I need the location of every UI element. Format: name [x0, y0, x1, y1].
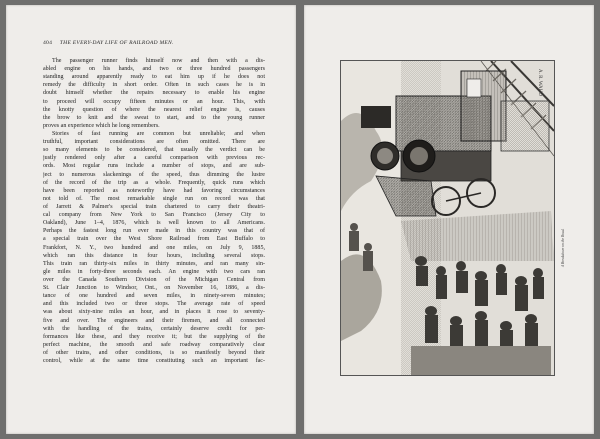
left-page	[6, 5, 296, 434]
plate-caption-text: A Breakdown on the Road.	[561, 228, 565, 267]
text-line: standing around apparently ready to eat him up if he does not	[43, 74, 265, 81]
text-line: truthful, important considerations are often omitted. There are	[43, 139, 265, 146]
text-line: was about sixty-nine miles an hour, and in places it rose to seventy-	[43, 309, 265, 316]
text-line: five and over. The engineers and their firemen, and all connected	[43, 317, 265, 324]
text-line: which ran this distance in four hours, including several stops.	[43, 252, 265, 259]
page-number: 404	[43, 40, 53, 46]
text-line: of Jarrett & Palmer's special train chartered to carry their theatri-	[43, 203, 265, 210]
engraving-plate	[340, 60, 555, 376]
body-text	[43, 57, 265, 365]
text-line: cal company from New York to San Francisco (Jersey City to	[43, 212, 265, 219]
text-line: control, while at the same time constituting such an important fac-	[43, 358, 265, 365]
running-head	[43, 40, 263, 46]
text-line: a special train over the West Shore Railroad from East Buffalo to	[43, 236, 265, 243]
text-line: gle miles in forty-three seconds each. An engine with two cars ran	[43, 268, 265, 275]
text-line: ject to numerous slackenings of the speed, thus dimming the lustre	[43, 171, 265, 178]
text-line: and this included two or three stops. The average rate of speed	[43, 301, 265, 308]
text-line: the brow to knit and the sweat to start, and to the young runner	[43, 114, 265, 121]
text-line: of the record of the trip as a whole. Frequently, quick runs which	[43, 179, 265, 186]
text-line: formances like these, and they receive it; but the supplying of the	[43, 333, 265, 340]
text-line: have been reported as noteworthy have had favoring circumstances	[43, 187, 265, 194]
text-line: Perhaps the fastest long run ever made in this country was that of	[43, 228, 265, 235]
running-title: THE EVERY-DAY LIFE OF RAILROAD MEN.	[59, 40, 174, 46]
text-line: remedy the difficulty in short order. Often in such cases he is in	[43, 82, 265, 89]
text-line: The passenger runner finds himself now and then with a dis-	[52, 58, 265, 64]
text-line: ords. Most regular runs include a number of stops, and are sub-	[43, 163, 265, 170]
engraver-mark: A. R. WAUD	[537, 69, 542, 96]
text-line: tance of one hundred and seven miles, in ninety-seven minutes;	[43, 293, 265, 300]
text-line: justly rendered only after a careful comparison with previous rec-	[43, 155, 265, 162]
text-line: perfect machine, the smooth and safe roadway comparatively clear	[43, 341, 265, 348]
text-line: not told of. The most remarkable single run on record was that	[43, 195, 265, 202]
text-line: abled engine on his hands, and two or three hundred passengers	[43, 66, 265, 73]
text-line: Oakland), June 1–4, 1876, which is well known to all Americans.	[43, 220, 265, 227]
text-line: doubt himself whether the repairs necessary to enable his engine	[43, 90, 265, 97]
text-line: Stories of fast running are common but unreliable; and when	[52, 130, 265, 137]
text-line: with the handling of the trains, certainly deserve credit for per-	[43, 325, 265, 332]
locomotive-engraving	[341, 61, 554, 375]
text-line: so many elements to be considered, that usually the verdict can be	[43, 147, 265, 154]
text-line: of other trains, and other conditions, is so manifestly beyond their	[43, 349, 265, 356]
text-line: to proceed will occupy fifteen minutes or an hour. This, with	[43, 98, 265, 105]
text-line: St. Clair Junction to Windsor, Ont., on November 16, 1886, a dis-	[43, 285, 265, 292]
text-line: over the Canada Southern Division of the Michigan Central from	[43, 276, 265, 283]
right-page	[304, 5, 594, 434]
text-line: proves an experience which he long remembers.	[43, 122, 160, 129]
text-line: the knotty question of where the nearest relief engine is, causes	[43, 106, 265, 113]
text-line: This train ran thirty-six miles in thirty minutes, and ran many sin-	[43, 260, 265, 267]
plate-caption	[556, 197, 565, 267]
text-line: Frankfort, N. Y., two hundred and one miles, on July 9, 1885,	[43, 244, 265, 251]
